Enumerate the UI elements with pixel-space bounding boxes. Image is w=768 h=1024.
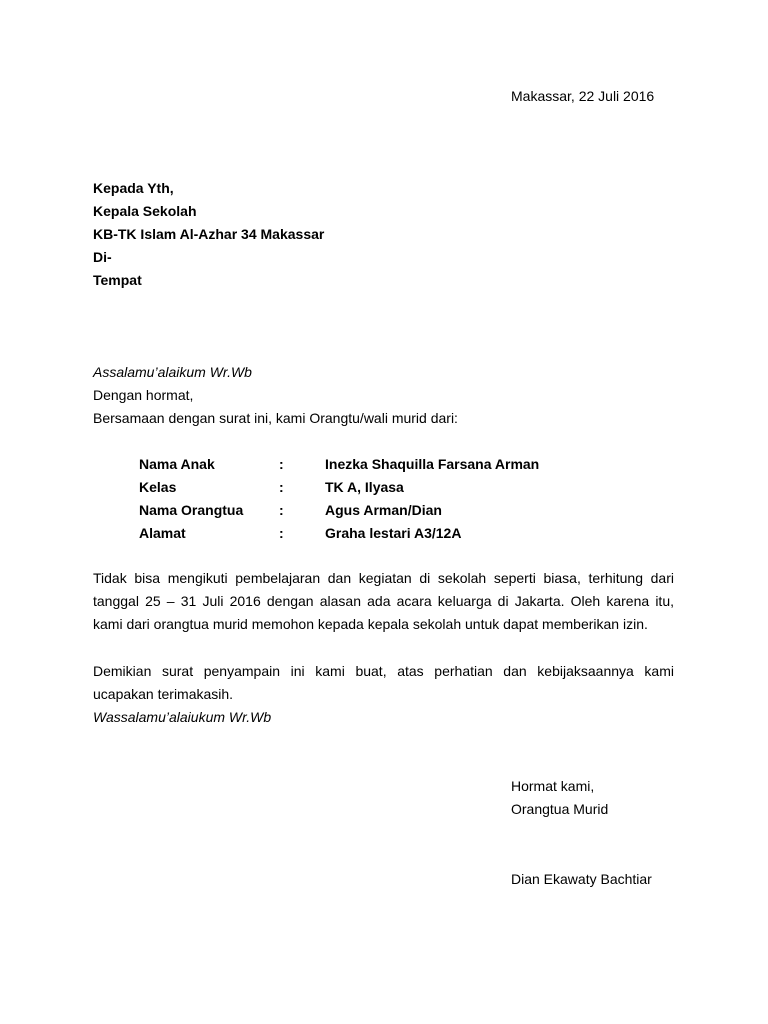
closing-greeting: Wassalamu’alaiukum Wr.Wb [93, 709, 272, 725]
recipient-line-5: Tempat [93, 272, 142, 288]
signature-role: Orangtua Murid [511, 801, 609, 817]
paragraph-line: ucapakan terimakasih. [93, 686, 234, 702]
recipient-line-4: Di- [93, 249, 112, 265]
detail-value: Graha lestari A3/12A [325, 525, 462, 541]
detail-value: TK A, Ilyasa [325, 479, 404, 495]
paragraph-line: Tidak bisa mengikuti pembelajaran dan kegiatan di sekolah seperti biasa, terhitung dari [93, 570, 674, 586]
body-paragraph-2 [93, 660, 674, 706]
detail-label: Alamat [139, 525, 186, 541]
detail-colon: : [279, 525, 284, 541]
salutation: Dengan hormat, [93, 387, 194, 403]
detail-value: Inezka Shaquilla Farsana Arman [325, 456, 540, 472]
detail-colon: : [279, 456, 284, 472]
opening-greeting: Assalamu’alaikum Wr.Wb [93, 364, 252, 380]
paragraph-line: Demikian surat penyampain ini kami buat, atas perhatian dan kebijaksaannya kami [93, 663, 674, 679]
detail-label: Nama Anak [139, 456, 215, 472]
detail-colon: : [279, 502, 284, 518]
body-paragraph-1 [93, 567, 674, 636]
signature-regards: Hormat kami, [511, 778, 595, 794]
intro-sentence: Bersamaan dengan surat ini, kami Orangtu/wali murid dari: [93, 410, 458, 426]
signature-name: Dian Ekawaty Bachtiar [511, 871, 652, 887]
detail-colon: : [279, 479, 284, 495]
recipient-line-1: Kepada Yth, [93, 180, 174, 196]
place-date: Makassar, 22 Juli 2016 [511, 88, 655, 104]
paragraph-line: kami dari orangtua murid memohon kepada kepala sekolah untuk dapat memberikan izin. [93, 616, 648, 632]
detail-label: Kelas [139, 479, 177, 495]
paragraph-line: tanggal 25 – 31 Juli 2016 dengan alasan ada acara keluarga di Jakarta. Oleh karena itu, [93, 593, 674, 609]
detail-label: Nama Orangtua [139, 502, 244, 518]
recipient-line-3: KB-TK Islam Al-Azhar 34 Makassar [93, 226, 325, 242]
detail-value: Agus Arman/Dian [325, 502, 442, 518]
recipient-line-2: Kepala Sekolah [93, 203, 197, 219]
